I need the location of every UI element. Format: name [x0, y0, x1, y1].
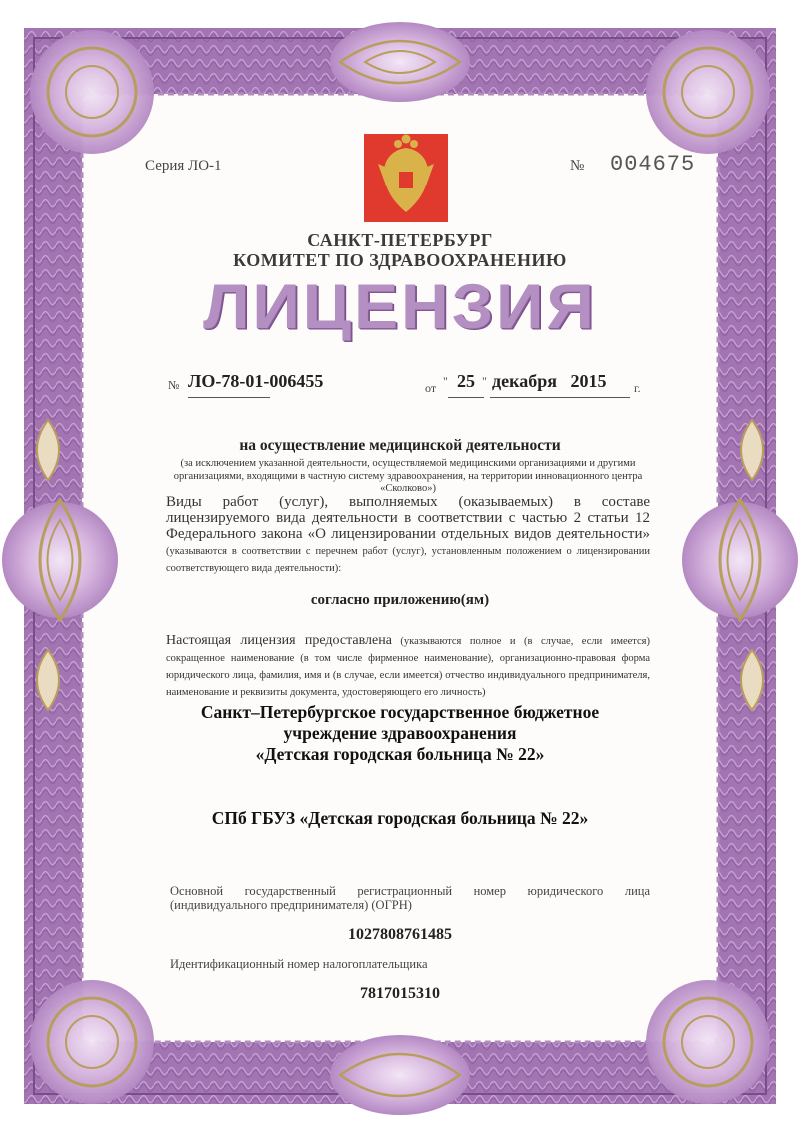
year-suffix: г. [634, 381, 641, 395]
series-label: Серия ЛО-1 [145, 158, 222, 174]
bottom-center-ornament [330, 1035, 470, 1115]
appendix-reference: согласно приложению(ям) [310, 592, 490, 608]
date-prefix: от [425, 381, 437, 395]
issued-to-paragraph [166, 632, 650, 701]
activity-heading: на осуществление медицинской деятельности [239, 437, 561, 454]
corner-ornament-top-right [646, 30, 770, 154]
works-note: (указываются в соответствии с перечнем работ (услуг), установленным положением о лицензировании соответствующего вида деятельности): [166, 546, 650, 574]
registration-number: ЛО-78-01-006455 [188, 371, 324, 391]
activity-note: (за исключением указанной деятельности, осуществляемой медицинскими организациями и другими организациями, входящими в частную систему здравоохранения, на территории инновационного центра «Сколково») [173, 458, 643, 494]
issue-month-underline [490, 397, 630, 398]
licensee-name-line-3: «Детская городская больница № 22» [255, 744, 545, 764]
issued-note: (указываются полное и (в случае, если имеется) сокращенное наименование (в том числе фирменное наименование), организационно-правовая форма юридического лица, фамилия, имя и (в случае, если имеется) отчество индивидуального предпринимателя, наименование и реквизиты документа, удостоверяющего его личность) [166, 636, 650, 698]
inn-label: Идентификационный номер налогоплательщика [170, 957, 428, 971]
document-title: ЛИЦЕНЗИЯ [203, 270, 597, 342]
issuer-committee: КОМИТЕТ ПО ЗДРАВООХРАНЕНИЮ [233, 250, 567, 270]
issue-day-underline [448, 397, 484, 398]
works-text: Виды работ (услуг), выполняемых (оказываемых) в составе лицензируемого вида деятельности в соответствии с частью 2 статьи 12 Федерального закона «О лицензировании отдельных видов деятельности» [166, 494, 650, 542]
date-quote-close: " [482, 374, 487, 388]
issue-month-year: декабря 2015 [492, 371, 607, 391]
corner-ornament-top-left [30, 30, 154, 154]
issue-day: 25 [457, 371, 475, 391]
works-paragraph [166, 494, 650, 576]
date-quote-open: " [443, 374, 448, 388]
licensee-name-line-1: Санкт–Петербургское государственное бюджетное [200, 702, 600, 722]
registration-number-sign: № [168, 378, 180, 392]
licensee-short-name: СПб ГБУЗ «Детская городская больница № 22» [211, 808, 589, 828]
coat-of-arms-emblem [364, 134, 448, 222]
registration-number-underline [188, 397, 270, 398]
form-number: 004675 [610, 152, 696, 177]
ogrn-value: 1027808761485 [348, 926, 452, 943]
licensee-full-name [0, 702, 800, 765]
issued-lead: Настоящая лицензия предоставлена [166, 633, 392, 648]
issuer-city: САНКТ-ПЕТЕРБУРГ [307, 230, 493, 250]
inn-value: 7817015310 [360, 985, 440, 1002]
top-center-ornament [330, 22, 470, 102]
licensee-name-line-2: учреждение здравоохранения [283, 723, 517, 743]
form-number-sign: № [570, 158, 585, 174]
ogrn-label: Основной государственный регистрационный номер юридического лица (индивидуального предпринимателя) (ОГРН) [170, 884, 650, 912]
